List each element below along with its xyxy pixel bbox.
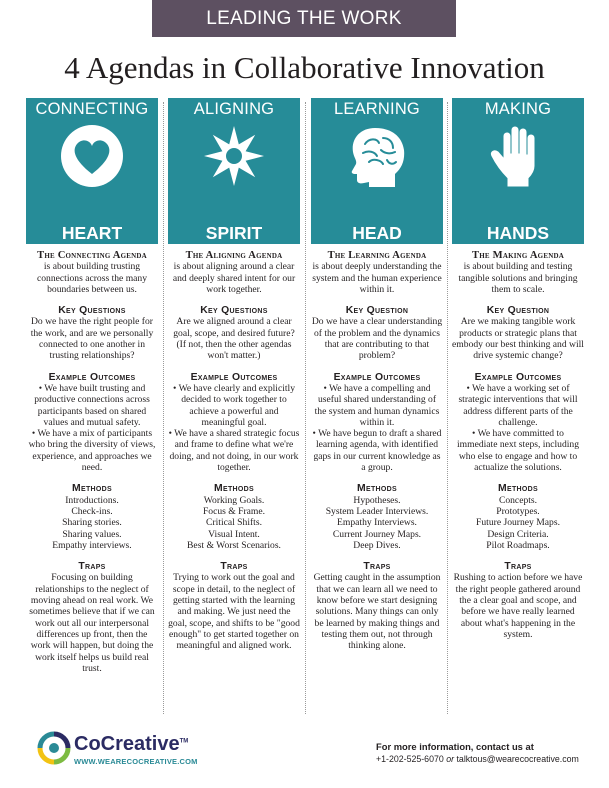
- page-title: 4 Agendas in Collaborative Innovation: [64, 50, 545, 85]
- method-item: Current Journey Maps.: [332, 528, 422, 540]
- key-questions-heading: Key Question: [486, 305, 550, 317]
- agenda-name: The Aligning Agenda: [185, 250, 283, 261]
- outcomes-heading: Example Outcomes: [48, 371, 136, 383]
- contact-info: [376, 741, 579, 764]
- card-top-label: MAKING: [484, 100, 552, 118]
- outcomes-heading: Example Outcomes: [190, 371, 278, 383]
- open-hand-icon: [486, 124, 550, 188]
- outcome-item: • We have begun to draft a shared learning agenda, with identified gaps in our current knowledge as a group.: [312, 428, 442, 474]
- phone-number[interactable]: +1-202-525-6070: [376, 754, 444, 764]
- brain-head-icon: [345, 124, 409, 188]
- outcome-item: • We have a mix of participants who bring the diversity of views, experience, and approaches we need.: [28, 428, 156, 474]
- method-item: Future Journey Maps.: [476, 517, 560, 529]
- traps-text: Getting caught in the assumption that we can learn all we need to know before we start designing solutions. Many things can only be learned by making things and testing them out, not through thinking alone.: [313, 572, 441, 652]
- card-top-label: CONNECTING: [35, 100, 149, 118]
- outcome-item: • We have committed to immediate next steps, including who else to engage and how to actualize the solutions.: [456, 428, 580, 474]
- agenda-card: [311, 98, 443, 244]
- method-item: Check-ins.: [71, 505, 113, 517]
- column-making: [452, 98, 584, 640]
- card-bottom-label: SPIRIT: [205, 223, 263, 243]
- agenda-card: [26, 98, 158, 244]
- traps-heading: Traps: [78, 561, 106, 573]
- agenda-card: [452, 98, 584, 244]
- method-item: Prototypes.: [496, 505, 540, 517]
- method-item: Empathy Interviews.: [337, 517, 417, 529]
- key-questions-text: Are we making tangible work products or strategic plans that embody our best thinking and will drive systemic change?: [452, 316, 584, 362]
- method-item: Sharing stories.: [62, 517, 122, 529]
- divider: [447, 102, 448, 714]
- key-questions-text: Do we have the right people for the work, and are we personally connected to one another in trusting relationships?: [30, 316, 154, 362]
- outcome-item: • We have a compelling and useful shared understanding of the system and human dynamics within it.: [314, 382, 440, 428]
- card-top-label: ALIGNING: [193, 100, 275, 118]
- method-item: Empathy interviews.: [52, 539, 132, 551]
- traps-heading: Traps: [504, 561, 532, 573]
- traps-text: Rushing to action before we have the right people gathered around the a clear goal and scope, and before we have really learned about what's happening in the system.: [453, 572, 583, 640]
- header-banner: LEADING THE WORK: [152, 0, 456, 37]
- divider: [163, 102, 164, 714]
- method-item: Design Criteria.: [487, 528, 549, 540]
- key-questions-heading: Key Questions: [58, 305, 126, 317]
- compass-star-icon: [202, 124, 266, 188]
- method-item: Focus & Frame.: [202, 505, 266, 517]
- method-item: Hypotheses.: [353, 494, 401, 506]
- method-item: Deep Dives.: [353, 539, 401, 551]
- key-questions-text: Do we have a clear understanding of the problem and the dynamics that are contributing to that problem?: [311, 316, 443, 362]
- traps-heading: Traps: [220, 561, 248, 573]
- brand-url-link[interactable]: WWW.WEARECOCREATIVE.COM: [74, 757, 198, 766]
- method-item: Sharing values.: [62, 528, 122, 540]
- agenda-card: [168, 98, 300, 244]
- contact-line: [376, 754, 579, 764]
- method-item: Visual Intent.: [208, 528, 260, 540]
- method-item: System Leader Interviews.: [325, 505, 429, 517]
- brand-name: CoCreative™: [74, 733, 189, 755]
- method-item: Critical Shifts.: [206, 517, 262, 529]
- methods-heading: Methods: [498, 483, 538, 495]
- key-questions-heading: Key Question: [345, 305, 409, 317]
- agenda-name: The Connecting Agenda: [37, 250, 147, 261]
- card-bottom-label: HANDS: [486, 223, 550, 243]
- outcome-item: • We have a shared strategic focus and frame to define what we're doing, and not doing, in our work together.: [168, 428, 300, 474]
- methods-heading: Methods: [72, 483, 112, 495]
- heart-icon: [60, 124, 124, 188]
- traps-text: Focusing on building relationships to the neglect of moving ahead on real work. We sometimes believe that if we can work out all our interpersonal differences up front, then the work will happen, but doing the work itself helps us build real trust.: [29, 572, 155, 674]
- outcome-item: • We have a working set of strategic interventions that will address different parts of the challenge.: [458, 382, 578, 428]
- column-aligning: [168, 98, 300, 652]
- email-link[interactable]: talktous@wearecocreative.com: [456, 754, 579, 764]
- agenda-name: The Learning Agenda: [327, 250, 427, 261]
- agenda-description: is about building and testing tangible solutions and bringing them to scale.: [458, 261, 578, 295]
- outcome-item: • We have clearly and explicitly decided to work together to achieve a powerful and meaningful goal.: [172, 382, 295, 428]
- method-item: Concepts.: [498, 494, 538, 506]
- agenda-description: is about aligning around a clear and deeply shared intent for our work together.: [172, 261, 296, 295]
- outcomes-heading: Example Outcomes: [333, 371, 421, 383]
- agenda-description: is about deeply understanding the system and the human experience within it.: [312, 261, 442, 295]
- agenda-description: is about building trusting connections across the many boundaries between us.: [36, 261, 148, 295]
- key-questions-heading: Key Questions: [200, 305, 268, 317]
- column-learning: [311, 98, 443, 652]
- method-item: Best & Worst Scenarios.: [187, 539, 281, 551]
- key-questions-text: Are we aligned around a clear goal, scope, and desired future? (If not, then the other agendas won't matter.): [173, 316, 295, 362]
- card-bottom-label: HEART: [61, 223, 123, 243]
- or-text: or: [446, 754, 455, 764]
- traps-heading: Traps: [363, 561, 391, 573]
- outcome-item: • We have built trusting and productive connections across participants based on shared values and mutual safety.: [34, 382, 150, 428]
- outcomes-heading: Example Outcomes: [474, 371, 562, 383]
- card-top-label: LEARNING: [334, 100, 420, 118]
- cocreative-logo-icon: [36, 730, 72, 766]
- method-item: Working Goals.: [203, 494, 265, 506]
- method-item: Introductions.: [65, 494, 119, 506]
- contact-heading: For more information, contact us at: [376, 741, 534, 752]
- column-connecting: [26, 98, 158, 674]
- method-item: Pilot Roadmaps.: [486, 539, 550, 551]
- agenda-name: The Making Agenda: [472, 250, 564, 261]
- methods-heading: Methods: [357, 483, 397, 495]
- card-bottom-label: HEAD: [352, 223, 402, 243]
- methods-heading: Methods: [214, 483, 254, 495]
- divider: [305, 102, 306, 714]
- traps-text: Trying to work out the goal and scope in detail, to the neglect of getting started with the learning and making. We just need the goal, scope, and shifts to be "good enough" to get started together on meaningful and aligned work.: [168, 572, 300, 652]
